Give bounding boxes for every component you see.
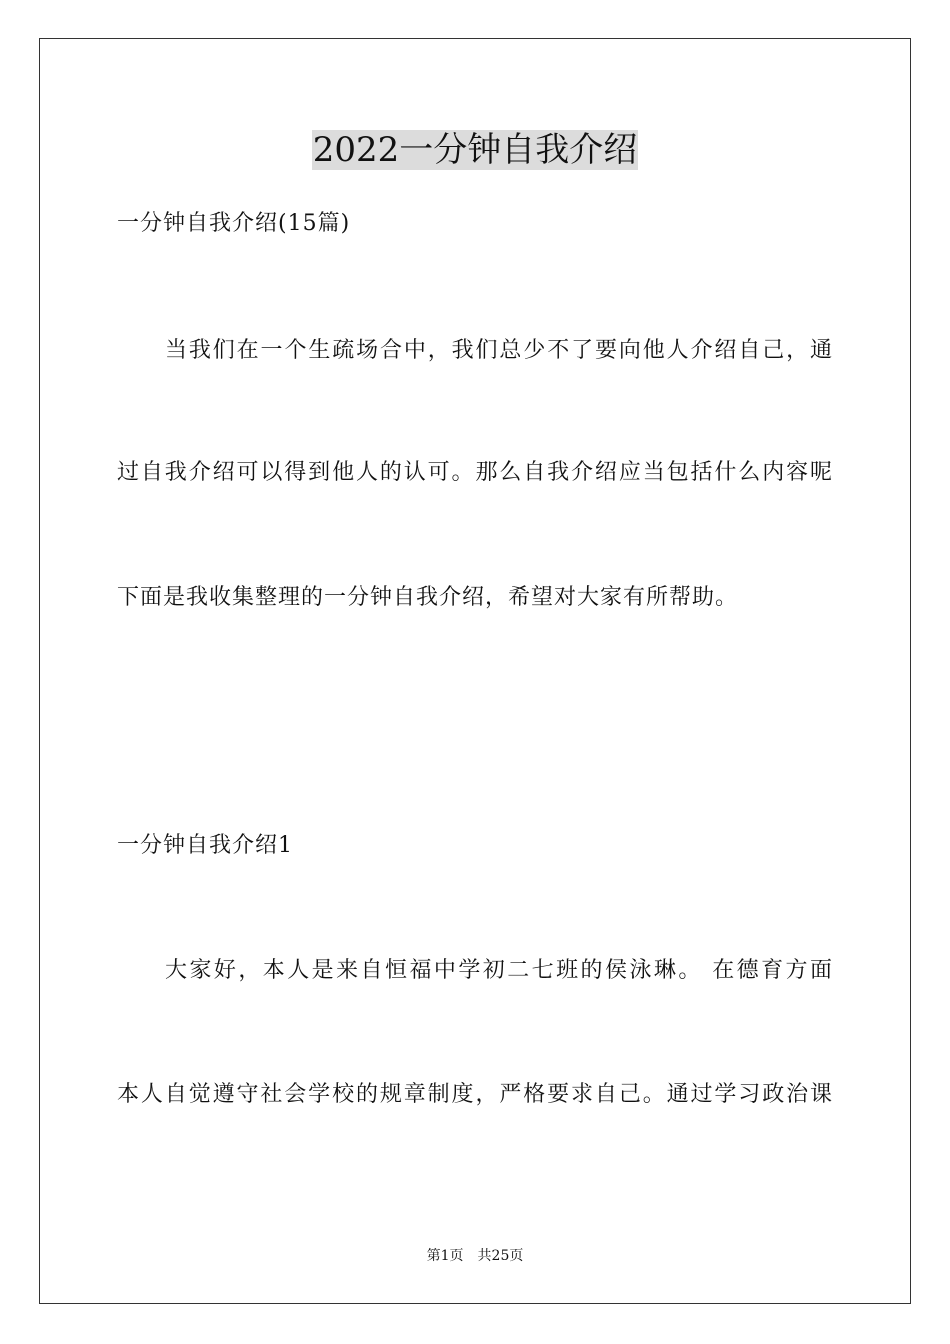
section-line-1: 大家好，本人是来自恒福中学初二七班的侯泳琳。 在德育方面 [165,958,833,983]
page-number: 第1页 [426,1248,464,1264]
intro-line-3: 下面是我收集整理的一分钟自我介绍，希望对大家有所帮助。 [117,585,739,610]
section-heading: 一分钟自我介绍1 [117,833,293,858]
document-title-text: 2022一分钟自我介绍 [312,130,638,170]
intro-line-1: 当我们在一个生疏场合中，我们总少不了要向他人介绍自己，通 [165,338,833,363]
page-total: 共25页 [477,1248,524,1264]
intro-line-2: 过自我介绍可以得到他人的认可。那么自我介绍应当包括什么内容呢 [117,460,833,485]
page-footer [0,1246,950,1266]
section-line-2: 本人自觉遵守社会学校的规章制度，严格要求自己。通过学习政治课 [117,1082,833,1107]
document-title [0,128,950,172]
document-subtitle: 一分钟自我介绍(15篇) [117,211,351,236]
